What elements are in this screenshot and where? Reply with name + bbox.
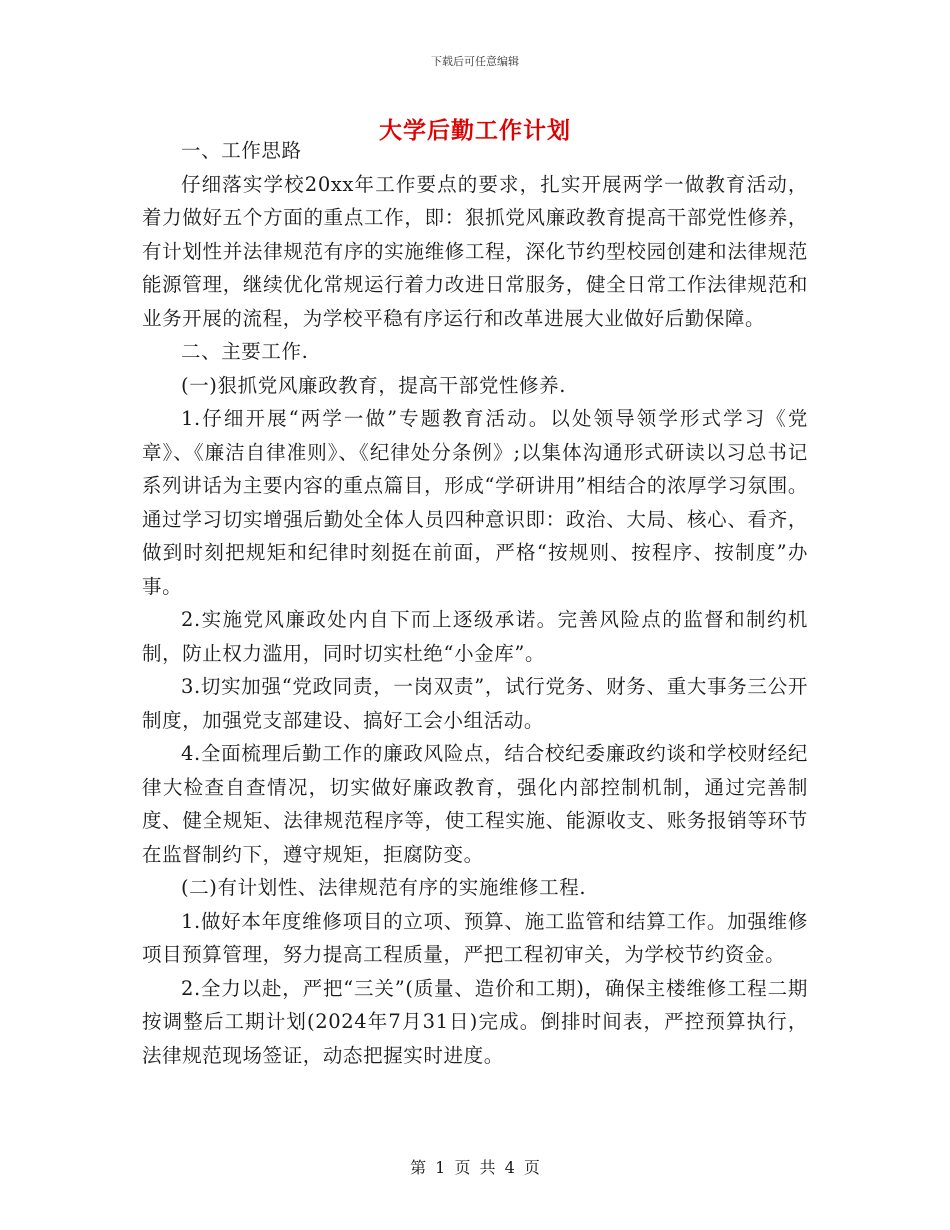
header-note: 下载后可任意编辑	[431, 55, 519, 68]
subsection-heading: (一)狠抓党风廉政教育，提高干部党性修养.	[181, 373, 567, 397]
paragraph: 2.实施党风廉政处内自下而上逐级承诺。完善风险点的监督和制约机制，防止权力滥用，同时切实杜绝“小金库”。	[142, 608, 808, 665]
document-body	[142, 134, 808, 1072]
section-heading: 二、主要工作.	[181, 340, 309, 363]
page-footer: 第 1 页 共 4 页	[410, 1158, 540, 1177]
paragraph: 2.全力以赴，严把“三关”(质量、造价和工期)，确保主楼维修工程二期按调整后工期计划(2024年7月31日)完成。倒排时间表，严控预算执行，法律规范现场签证，动态把握实时进度。	[142, 976, 808, 1067]
paragraph: 仔细落实学校20xx年工作要点的要求，扎实开展两学一做教育活动，着力做好五个方面的重点工作，即：狠抓党风廉政教育提高干部党性修养，有计划性并法律规范有序的实施维修工程，深化节约型校园创建和法律规范能源管理，继续优化常规运行着力改进日常服务，健全日常工作法律规范和业务开展的流程，为学校平稳有序运行和改革进展大业做好后勤保障。	[142, 172, 808, 330]
section-heading: 一、工作思路	[181, 139, 302, 162]
paragraph: 1.仔细开展“两学一做”专题教育活动。以处领导领学形式学习《党章》、《廉洁自律准则》、《纪律处分条例》;以集体沟通形式研读以习总书记系列讲话为主要内容的重点篇目，形成“学研讲用”相结合的浓厚学习氛围。通过学习切实增强后勤处全体人员四种意识即：政治、大局、核心、看齐，做到时刻把规矩和纪律时刻挺在前面，严格“按规则、按程序、按制度”办事。	[142, 407, 808, 598]
paragraph: 1.做好本年度维修项目的立项、预算、施工监管和结算工作。加强维修项目预算管理，努力提高工程质量，严把工程初审关，为学校节约资金。	[142, 909, 808, 966]
paragraph: 4.全面梳理后勤工作的廉政风险点，结合校纪委廉政约谈和学校财经纪律大检查自查情况，切实做好廉政教育，强化内部控制机制，通过完善制度、健全规矩、法律规范程序等，使工程实施、能源收支、账务报销等环节在监督制约下，遵守规矩，拒腐防变。	[142, 742, 808, 866]
paragraph: 3.切实加强“党政同责，一岗双责”，试行党务、财务、重大事务三公开制度，加强党支部建设、搞好工会小组活动。	[142, 675, 808, 732]
subsection-heading: (二)有计划性、法律规范有序的实施维修工程.	[181, 876, 587, 899]
document-title: 大学后勤工作计划	[379, 117, 571, 144]
